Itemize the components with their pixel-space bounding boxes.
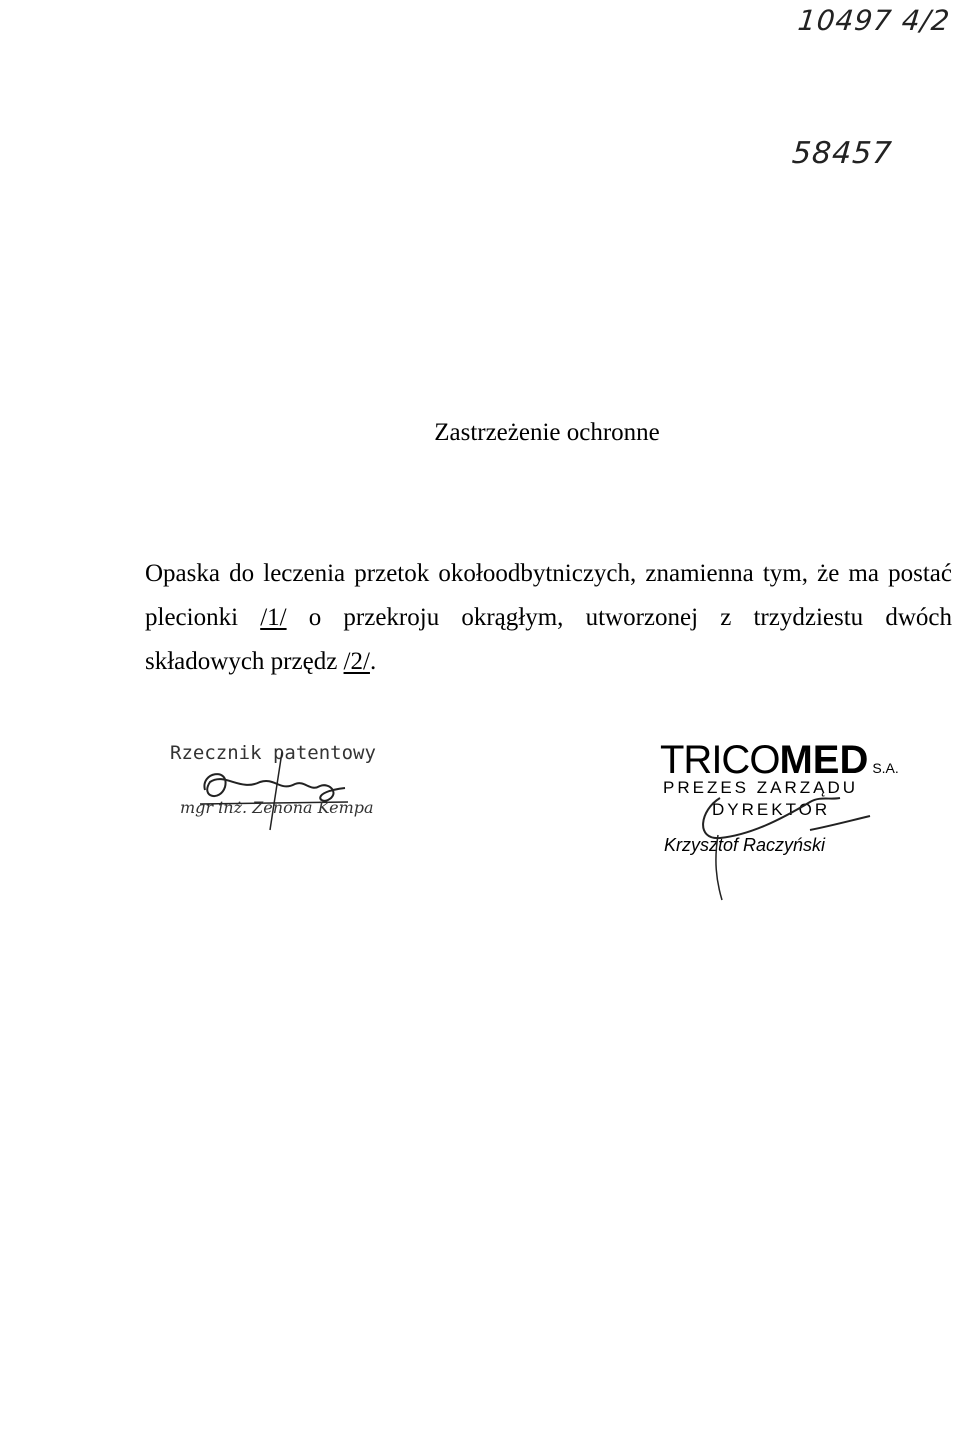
stamp-person: Krzysztof Raczyński xyxy=(664,835,826,855)
claim-word: przekroju xyxy=(343,604,440,631)
claim-word: dwóch xyxy=(885,604,952,631)
logo-suffix: S.A. xyxy=(872,760,899,776)
stamp-person: mgr inż. Zenona Kempa xyxy=(180,798,374,817)
logo-part-bold: MED xyxy=(779,738,869,782)
document-title: Zastrzeżenie ochronne xyxy=(434,419,660,446)
claim-line-3 xyxy=(145,640,952,684)
claim-word: o xyxy=(308,604,322,631)
claim-line-3-end: . xyxy=(369,648,377,675)
claim-word: okrągłym, xyxy=(461,604,564,631)
stamp-role-line-1: PREZES ZARZĄDU xyxy=(663,778,859,797)
signature-scribble xyxy=(170,742,400,832)
claim-word: plecionki xyxy=(145,604,239,631)
signature-scribble xyxy=(660,740,900,910)
reference-number-2: /2/ xyxy=(343,648,370,675)
claim-line-3-text: składowych przędz xyxy=(145,648,344,675)
logo-part-thin: TRICO xyxy=(660,738,780,782)
stamp-role-line-2: DYREKTOR xyxy=(712,800,831,819)
claim-word: z xyxy=(720,604,732,631)
claim-line-1 xyxy=(145,552,952,596)
claim-line-2 xyxy=(145,596,952,640)
patent-attorney-stamp xyxy=(170,742,400,832)
stamp-role: Rzecznik patentowy xyxy=(170,742,376,764)
reference-number-1: /1/ xyxy=(260,604,287,631)
claim-line-1-text: Opaska do leczenia przetok okołoodbytniczych, znamienna tym, że ma postać xyxy=(145,560,952,587)
claim-word: trzydziestu xyxy=(753,604,864,631)
company-stamp xyxy=(660,740,900,910)
handwritten-reference: 10497 4/2 xyxy=(796,4,952,37)
handwritten-number: 58457 xyxy=(790,136,894,171)
claim-text xyxy=(145,552,952,684)
claim-word: utworzonej xyxy=(585,604,699,631)
